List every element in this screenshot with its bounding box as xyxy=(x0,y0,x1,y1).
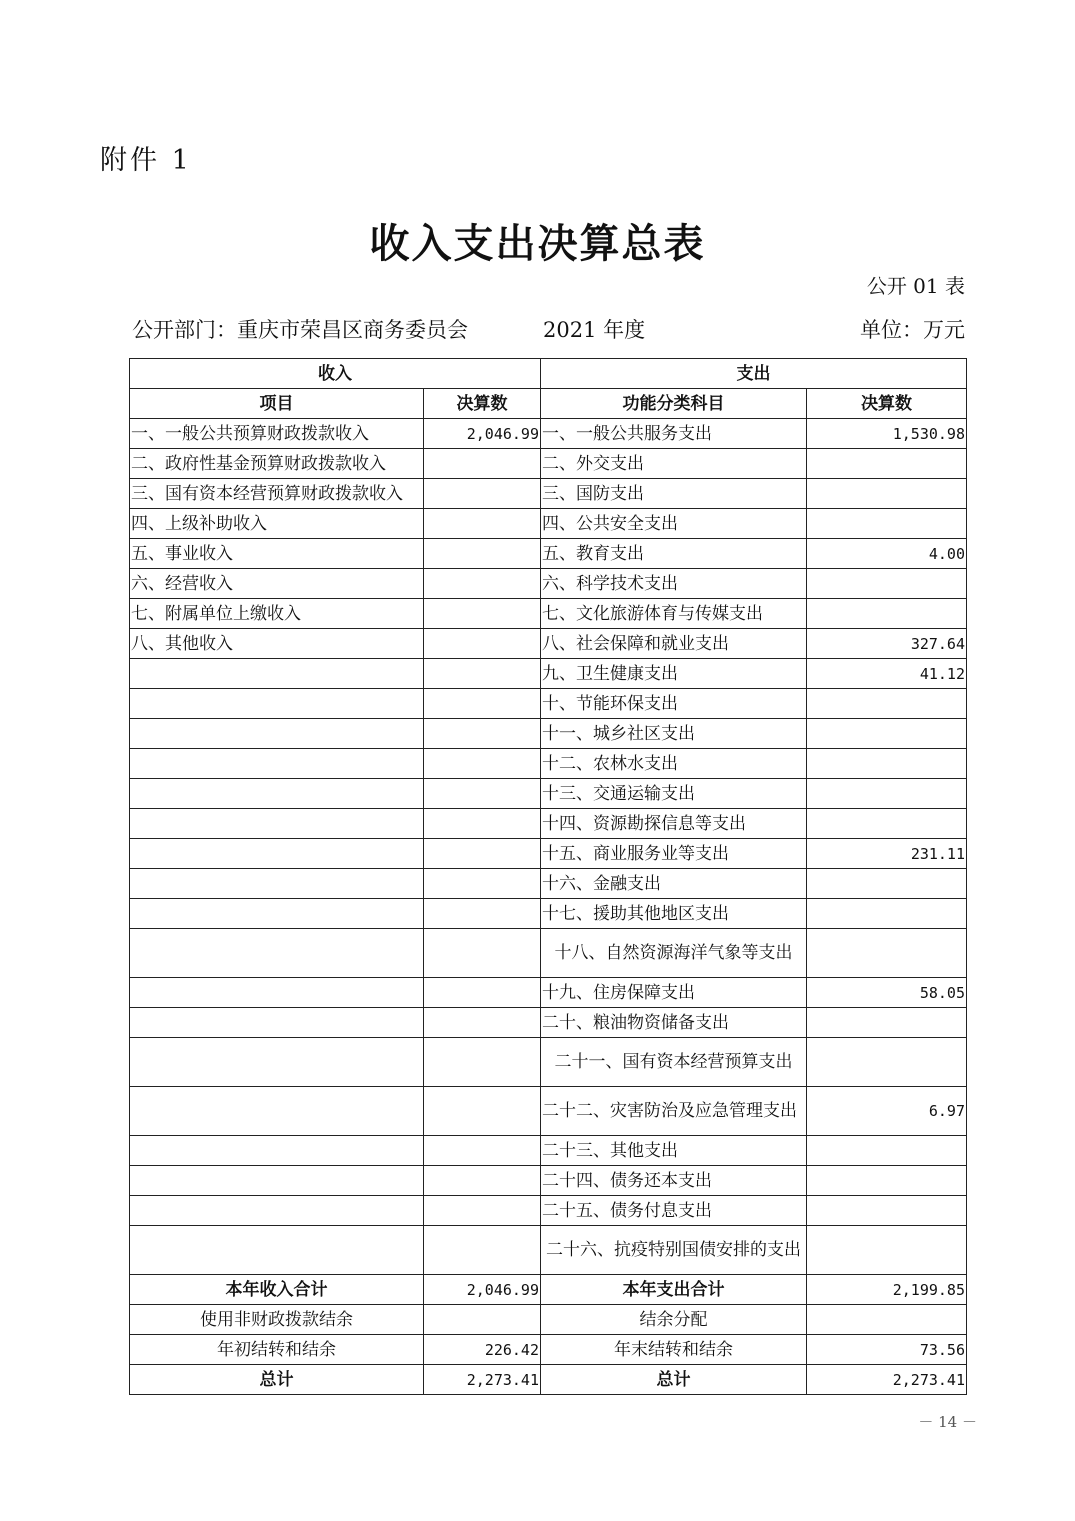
expense-item-cell: 十二、农林水支出 xyxy=(541,749,807,779)
expense-item-cell: 十六、金融支出 xyxy=(541,869,807,899)
summary-row xyxy=(130,1365,967,1395)
expense-item-cell: 二、外交支出 xyxy=(541,449,807,479)
expense-amount-cell xyxy=(807,509,967,539)
table-row xyxy=(130,869,967,899)
unit-label: 单位：万元 xyxy=(860,318,965,342)
expense-item-cell: 十、节能环保支出 xyxy=(541,689,807,719)
income-amount-cell xyxy=(424,599,541,629)
income-item-cell xyxy=(130,1038,424,1087)
income-item-cell: 六、经营收入 xyxy=(130,569,424,599)
expense-amount-cell: 41.12 xyxy=(807,659,967,689)
summary-row xyxy=(130,1335,967,1365)
summary-expense-label: 年末结转和结余 xyxy=(541,1335,807,1365)
income-item-cell xyxy=(130,1226,424,1275)
expense-item-cell: 三、国防支出 xyxy=(541,479,807,509)
expense-amount-cell xyxy=(807,449,967,479)
expense-item-cell: 十八、自然资源海洋气象等支出 xyxy=(541,929,807,978)
expense-group-header: 支出 xyxy=(541,359,967,389)
table-row xyxy=(130,719,967,749)
income-item-cell xyxy=(130,1136,424,1166)
table-row xyxy=(130,659,967,689)
expense-item-cell: 二十、粮油物资储备支出 xyxy=(541,1008,807,1038)
income-amount-cell xyxy=(424,1196,541,1226)
table-row xyxy=(130,1166,967,1196)
income-item-cell xyxy=(130,689,424,719)
income-amount-cell xyxy=(424,479,541,509)
income-item-cell xyxy=(130,929,424,978)
expense-amount-cell xyxy=(807,749,967,779)
summary-expense-amount xyxy=(807,1305,967,1335)
expense-amount-cell xyxy=(807,899,967,929)
income-amount-cell xyxy=(424,1136,541,1166)
table-row xyxy=(130,779,967,809)
income-item-cell xyxy=(130,899,424,929)
expense-item-cell: 一、一般公共服务支出 xyxy=(541,419,807,449)
income-item-cell: 四、上级补助收入 xyxy=(130,509,424,539)
summary-income-label: 使用非财政拨款结余 xyxy=(130,1305,424,1335)
income-amount-cell xyxy=(424,749,541,779)
income-amount-cell xyxy=(424,509,541,539)
income-item-cell xyxy=(130,719,424,749)
income-amount-cell xyxy=(424,1038,541,1087)
table-row xyxy=(130,419,967,449)
income-expense-table xyxy=(129,358,967,1395)
income-amount-cell xyxy=(424,809,541,839)
summary-income-amount: 2,273.41 xyxy=(424,1365,541,1395)
expense-item-cell: 二十五、债务付息支出 xyxy=(541,1196,807,1226)
income-amount-cell xyxy=(424,1087,541,1136)
income-amount-cell xyxy=(424,779,541,809)
expense-amount-cell: 1,530.98 xyxy=(807,419,967,449)
expense-item-cell: 六、科学技术支出 xyxy=(541,569,807,599)
income-group-header: 收入 xyxy=(130,359,541,389)
table-row xyxy=(130,899,967,929)
expense-amount-cell xyxy=(807,929,967,978)
income-amount-cell xyxy=(424,689,541,719)
expense-item-cell: 十五、商业服务业等支出 xyxy=(541,839,807,869)
income-item-cell xyxy=(130,1087,424,1136)
table-row xyxy=(130,629,967,659)
table-row xyxy=(130,839,967,869)
expense-amount-cell xyxy=(807,719,967,749)
expense-amount-cell xyxy=(807,869,967,899)
income-item-cell: 八、其他收入 xyxy=(130,629,424,659)
expense-amount-cell xyxy=(807,479,967,509)
department-label: 公开部门：重庆市荣昌区商务委员会 xyxy=(132,318,468,342)
expense-amount-cell: 327.64 xyxy=(807,629,967,659)
expense-amount-cell xyxy=(807,1136,967,1166)
expense-amount-cell xyxy=(807,1196,967,1226)
attachment-label: 附件 1 xyxy=(100,145,192,176)
column-header-amount-expense: 决算数 xyxy=(807,389,967,419)
table-row xyxy=(130,1038,967,1087)
expense-amount-cell xyxy=(807,1038,967,1087)
income-amount-cell xyxy=(424,569,541,599)
summary-row xyxy=(130,1275,967,1305)
income-item-cell xyxy=(130,1166,424,1196)
expense-amount-cell xyxy=(807,689,967,719)
income-item-cell xyxy=(130,1008,424,1038)
expense-item-cell: 十三、交通运输支出 xyxy=(541,779,807,809)
summary-income-amount: 226.42 xyxy=(424,1335,541,1365)
income-amount-cell: 2,046.99 xyxy=(424,419,541,449)
expense-amount-cell xyxy=(807,1166,967,1196)
summary-expense-label: 结余分配 xyxy=(541,1305,807,1335)
table-row xyxy=(130,1226,967,1275)
table-row xyxy=(130,929,967,978)
summary-income-label: 年初结转和结余 xyxy=(130,1335,424,1365)
expense-item-cell: 十一、城乡社区支出 xyxy=(541,719,807,749)
income-item-cell: 三、国有资本经营预算财政拨款收入 xyxy=(130,479,424,509)
expense-item-cell: 九、卫生健康支出 xyxy=(541,659,807,689)
table-row xyxy=(130,809,967,839)
summary-expense-label: 本年支出合计 xyxy=(541,1275,807,1305)
income-amount-cell xyxy=(424,839,541,869)
summary-row xyxy=(130,1305,967,1335)
income-amount-cell xyxy=(424,1166,541,1196)
expense-amount-cell: 4.00 xyxy=(807,539,967,569)
table-row xyxy=(130,509,967,539)
income-item-cell xyxy=(130,1196,424,1226)
summary-income-label: 总计 xyxy=(130,1365,424,1395)
summary-expense-amount: 2,199.85 xyxy=(807,1275,967,1305)
expense-amount-cell: 231.11 xyxy=(807,839,967,869)
page-number: － 14 － xyxy=(918,1413,977,1431)
income-item-cell: 七、附属单位上缴收入 xyxy=(130,599,424,629)
expense-item-cell: 七、文化旅游体育与传媒支出 xyxy=(541,599,807,629)
summary-income-amount xyxy=(424,1305,541,1335)
income-amount-cell xyxy=(424,899,541,929)
expense-item-cell: 二十三、其他支出 xyxy=(541,1136,807,1166)
expense-amount-cell xyxy=(807,779,967,809)
income-item-cell: 一、一般公共预算财政拨款收入 xyxy=(130,419,424,449)
income-item-cell xyxy=(130,659,424,689)
expense-item-cell: 五、教育支出 xyxy=(541,539,807,569)
expense-amount-cell xyxy=(807,1008,967,1038)
income-item-cell xyxy=(130,749,424,779)
table-row xyxy=(130,1196,967,1226)
expense-item-cell: 四、公共安全支出 xyxy=(541,509,807,539)
expense-amount-cell xyxy=(807,1226,967,1275)
page-title: 收入支出决算总表 xyxy=(369,221,706,267)
summary-expense-amount: 2,273.41 xyxy=(807,1365,967,1395)
income-amount-cell xyxy=(424,1008,541,1038)
table-row xyxy=(130,978,967,1008)
income-item-cell: 二、政府性基金预算财政拨款收入 xyxy=(130,449,424,479)
column-header-amount: 决算数 xyxy=(424,389,541,419)
expense-item-cell: 二十四、债务还本支出 xyxy=(541,1166,807,1196)
income-item-cell xyxy=(130,779,424,809)
expense-item-cell: 二十一、国有资本经营预算支出 xyxy=(541,1038,807,1087)
table-row xyxy=(130,1136,967,1166)
summary-expense-amount: 73.56 xyxy=(807,1335,967,1365)
income-item-cell xyxy=(130,978,424,1008)
expense-amount-cell xyxy=(807,569,967,599)
income-item-cell xyxy=(130,869,424,899)
table-row xyxy=(130,449,967,479)
income-item-cell: 五、事业收入 xyxy=(130,539,424,569)
expense-amount-cell xyxy=(807,809,967,839)
expense-item-cell: 八、社会保障和就业支出 xyxy=(541,629,807,659)
column-header-category: 功能分类科目 xyxy=(541,389,807,419)
income-amount-cell xyxy=(424,659,541,689)
income-item-cell xyxy=(130,839,424,869)
income-amount-cell xyxy=(424,929,541,978)
fiscal-year-label: 2021 年度 xyxy=(543,318,646,342)
expense-amount-cell: 58.05 xyxy=(807,978,967,1008)
income-amount-cell xyxy=(424,869,541,899)
expense-amount-cell: 6.97 xyxy=(807,1087,967,1136)
table-summary xyxy=(130,1275,967,1395)
expense-item-cell: 二十六、抗疫特别国债安排的支出 xyxy=(541,1226,807,1275)
summary-income-label: 本年收入合计 xyxy=(130,1275,424,1305)
expense-item-cell: 十七、援助其他地区支出 xyxy=(541,899,807,929)
table-row xyxy=(130,1008,967,1038)
income-amount-cell xyxy=(424,719,541,749)
summary-income-amount: 2,046.99 xyxy=(424,1275,541,1305)
table-body xyxy=(130,419,967,1275)
expense-item-cell: 十四、资源勘探信息等支出 xyxy=(541,809,807,839)
column-header-item: 项目 xyxy=(130,389,424,419)
form-number: 公开 01 表 xyxy=(866,274,965,298)
expense-item-cell: 十九、住房保障支出 xyxy=(541,978,807,1008)
table-row xyxy=(130,749,967,779)
table-row xyxy=(130,539,967,569)
income-amount-cell xyxy=(424,629,541,659)
income-item-cell xyxy=(130,809,424,839)
table-row xyxy=(130,689,967,719)
summary-expense-label: 总计 xyxy=(541,1365,807,1395)
income-amount-cell xyxy=(424,449,541,479)
table-row xyxy=(130,569,967,599)
expense-amount-cell xyxy=(807,599,967,629)
income-amount-cell xyxy=(424,978,541,1008)
table-row xyxy=(130,1087,967,1136)
income-amount-cell xyxy=(424,539,541,569)
table-row xyxy=(130,599,967,629)
table-row xyxy=(130,479,967,509)
expense-item-cell: 二十二、灾害防治及应急管理支出 xyxy=(541,1087,807,1136)
income-amount-cell xyxy=(424,1226,541,1275)
